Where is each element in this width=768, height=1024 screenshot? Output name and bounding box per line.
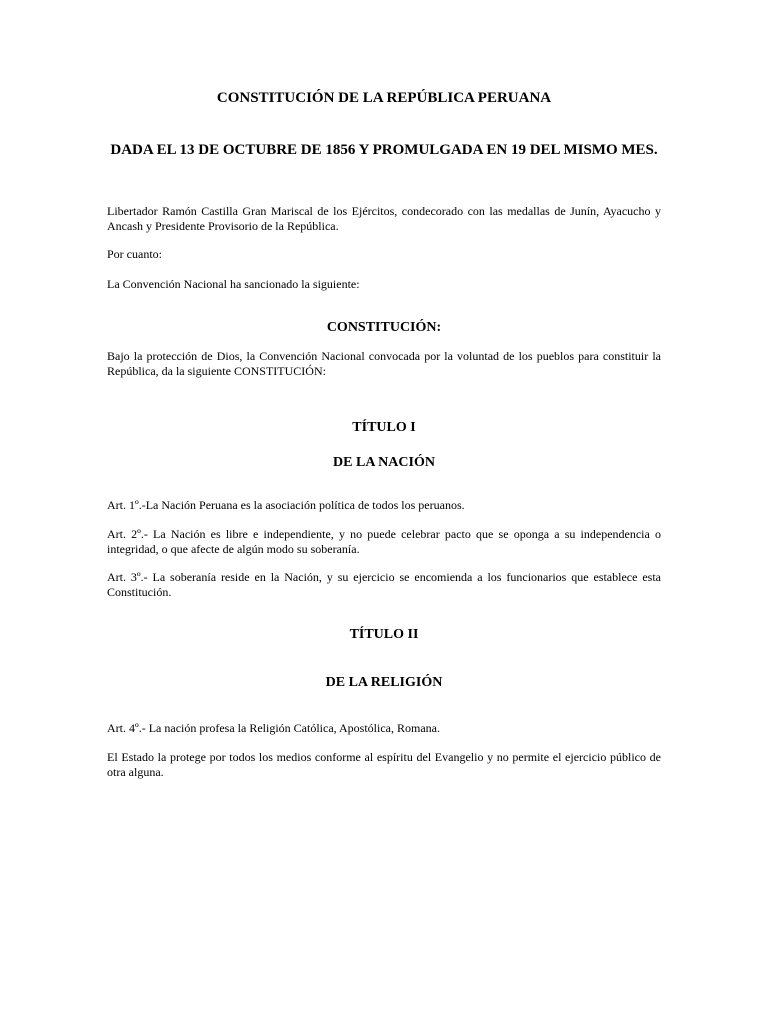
- preamble-paragraph-3: La Convención Nacional ha sancionado la siguiente:: [107, 277, 360, 291]
- article-2: Art. 2º.- La Nación es libre e independiente, y no puede celebrar pacto que se oponga a su independencia o integridad, o que afecte de algún modo su soberanía.: [107, 527, 661, 556]
- article-3: Art. 3º.- La soberanía reside en la Nación, y su ejercicio se encomienda a los funcionarios que establece esta Constitución.: [107, 570, 661, 599]
- titulo-2-label: TÍTULO II: [349, 627, 419, 642]
- titulo-1-label: TÍTULO I: [352, 420, 416, 435]
- titulo-1-name: DE LA NACIÓN: [333, 455, 435, 470]
- article-1: Art. 1º.-La Nación Peruana es la asociación política de todos los peruanos.: [107, 498, 465, 512]
- preamble-paragraph-1: Libertador Ramón Castilla Gran Mariscal de los Ejércitos, condecorado con las medallas de Junín, Ayacucho y Ancash y Presidente Provisorio de la República.: [107, 204, 661, 233]
- constitucion-heading: CONSTITUCIÓN:: [326, 320, 442, 335]
- document-subtitle: DADA EL 13 DE OCTUBRE DE 1856 Y PROMULGADA EN 19 DEL MISMO MES.: [110, 142, 658, 158]
- invocation-paragraph: Bajo la protección de Dios, la Convención Nacional convocada por la voluntad de los pueblos para constituir la República, da la siguiente CONSTITUCIÓN:: [107, 349, 661, 378]
- article-4: Art. 4º.- La nación profesa la Religión Católica, Apostólica, Romana.: [107, 721, 440, 735]
- titulo-2-name: DE LA RELIGIÓN: [325, 675, 443, 690]
- document-title: CONSTITUCIÓN DE LA REPÚBLICA PERUANA: [216, 90, 552, 106]
- preamble-paragraph-2: Por cuanto:: [107, 247, 162, 261]
- article-4-continuation: El Estado la protege por todos los medios conforme al espíritu del Evangelio y no permite el ejercicio público de otra alguna.: [107, 750, 661, 779]
